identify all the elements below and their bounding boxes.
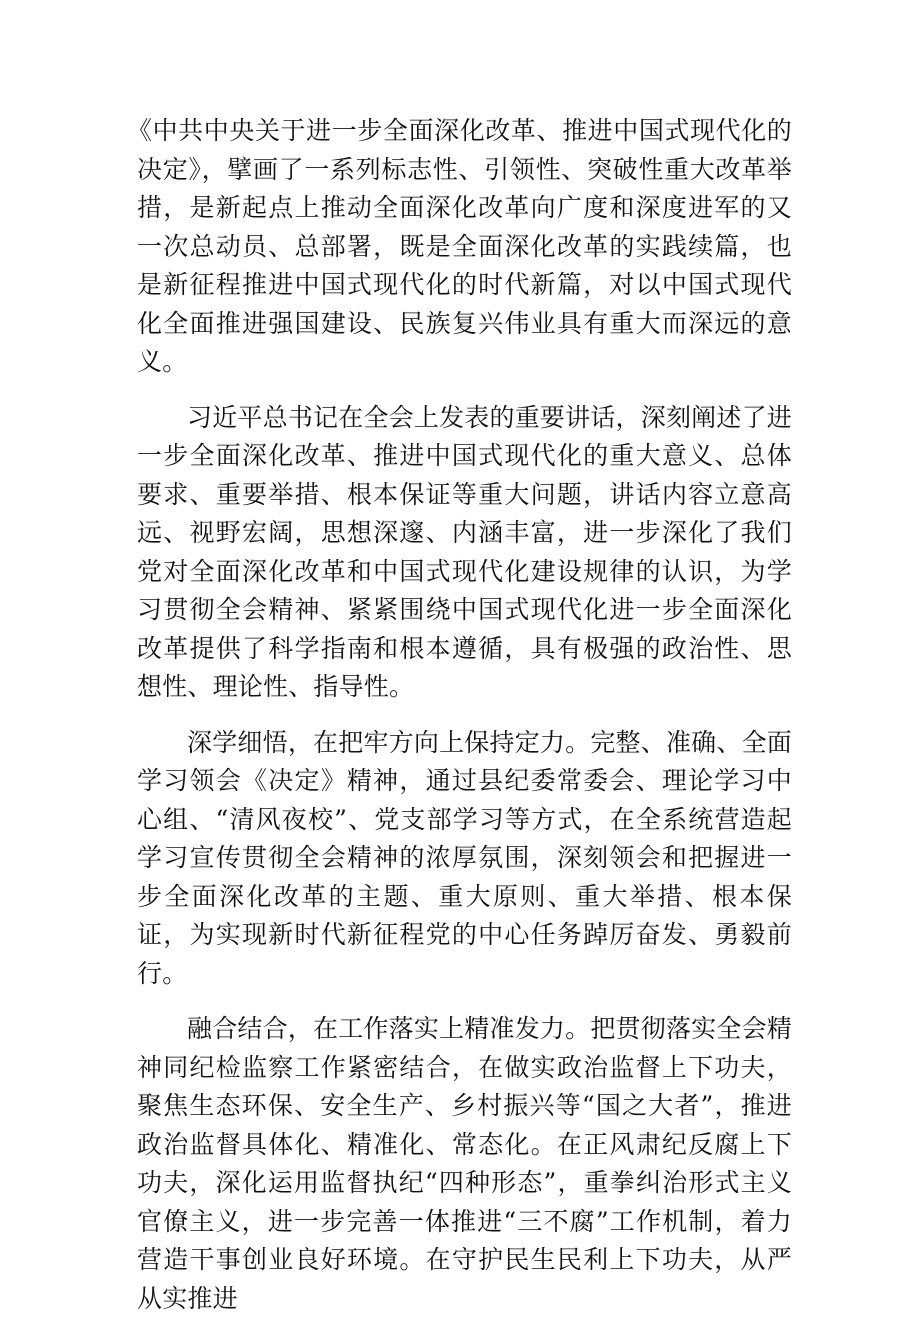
document-page [127, 112, 792, 1335]
paragraph-1: 《中共中央关于进一步全面深化改革、推进中国式现代化的决定》，擘画了一系列标志性、引领性、突破性重大改革举措，是新起点上推动全面深化改革向广度和深度进军的又一次总动员、总部署，既是全面深化改革的实践续篇，也是新征程推进中国式现代化的时代新篇，对以中国式现代化全面推进强国建设、民族复兴伟业具有重大而深远的意义。 [127, 116, 792, 376]
paragraph-4: 融合结合，在工作落实上精准发力。把贯彻落实全会精神同纪检监察工作紧密结合，在做实政治监督上下功夫，聚焦生态环保、安全生产、乡村振兴等“国之大者”，推进政治监督具体化、精准化、常态化。在正风肃纪反腐上下功夫，深化运用监督执纪“四种形态”，重拳纠治形式主义官僚主义，进一步完善一体推进“三不腐”工作机制，着力营造干事创业良好环境。在守护民生民利上下功夫，从严从实推进 [137, 1014, 792, 1313]
paragraph-2: 习近平总书记在全会上发表的重要讲话，深刻阐述了进一步全面深化改革、推进中国式现代化的重大意义、总体要求、重要举措、根本保证等重大问题，讲话内容立意高远、视野宏阔，思想深邃、内涵丰富，进一步深化了我们党对全面深化改革和中国式现代化建设规律的认识，为学习贯彻全会精神、紧紧围绕中国式现代化进一步全面深化改革提供了科学指南和根本遵循，具有极强的政治性、思想性、理论性、指导性。 [137, 402, 792, 701]
paragraph-3: 深学细悟，在把牢方向上保持定力。完整、准确、全面学习领会《决定》精神，通过县纪委常委会、理论学习中心组、“清风夜校”、党支部学习等方式，在全系统营造起学习宣传贯彻全会精神的浓厚氛围，深刻领会和把握进一步全面深化改革的主题、重大原则、重大举措、根本保证，为实现新时代新征程党的中心任务踔厉奋发、勇毅前行。 [137, 727, 792, 988]
